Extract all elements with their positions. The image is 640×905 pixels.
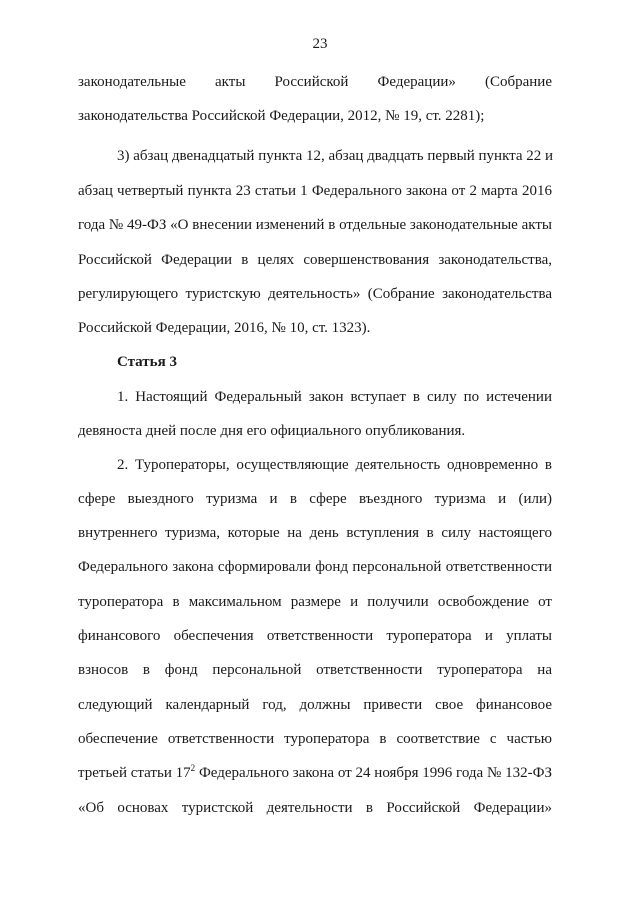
text-line: Российской Федерации в целях совершенствования законодательства, bbox=[78, 252, 552, 268]
text-line: регулирующего туристскую деятельность» (Собрание законодательства bbox=[78, 286, 552, 302]
text-fragment: третьей статьи 17 bbox=[78, 765, 191, 781]
text-line: девяноста дней после дня его официального опубликования. bbox=[78, 423, 466, 439]
text-line: законодательства Российской Федерации, 2012, № 19, ст. 2281); bbox=[78, 108, 485, 124]
text-line: «Об основах туристской деятельности в Российской Федерации» bbox=[78, 800, 552, 816]
text-line-with-superscript bbox=[78, 763, 552, 783]
text-line: Федерального закона сформировали фонд персональной ответственности bbox=[78, 559, 552, 575]
article-heading: Статья 3 bbox=[117, 354, 177, 370]
text-line: законодательные акты Российской Федерации» (Собрание bbox=[78, 74, 552, 90]
text-line: абзац четвертый пункта 23 статьи 1 Федерального закона от 2 марта 2016 bbox=[78, 183, 552, 199]
text-line: 1. Настоящий Федеральный закон вступает в силу по истечении bbox=[117, 389, 552, 405]
text-line: Российской Федерации, 2016, № 10, ст. 1323). bbox=[78, 320, 371, 336]
text-line: 3) абзац двенадцатый пункта 12, абзац двадцать первый пункта 22 и bbox=[117, 148, 554, 164]
text-line: года № 49-ФЗ «О внесении изменений в отдельные законодательные акты bbox=[78, 217, 552, 233]
text-line: обеспечение ответственности туроператора в соответствие с частью bbox=[78, 731, 552, 747]
text-fragment: Федерального закона от 24 ноября 1996 года № 132-ФЗ bbox=[195, 765, 552, 781]
text-line: финансового обеспечения ответственности туроператора и уплаты bbox=[78, 628, 552, 644]
superscript: 2 bbox=[190, 763, 196, 773]
text-line: взносов в фонд персональной ответственности туроператора на bbox=[78, 662, 552, 678]
text-line: сфере выездного туризма и в сфере въездного туризма и (или) bbox=[78, 491, 552, 507]
text-line: внутреннего туризма, которые на день вступления в силу настоящего bbox=[78, 525, 552, 541]
text-line: туроператора в максимальном размере и получили освобождение от bbox=[78, 594, 552, 610]
page-number: 23 bbox=[312, 36, 328, 52]
text-line: 2. Туроператоры, осуществляющие деятельность одновременно в bbox=[117, 457, 552, 473]
text-line: следующий календарный год, должны привести свое финансовое bbox=[78, 697, 552, 713]
